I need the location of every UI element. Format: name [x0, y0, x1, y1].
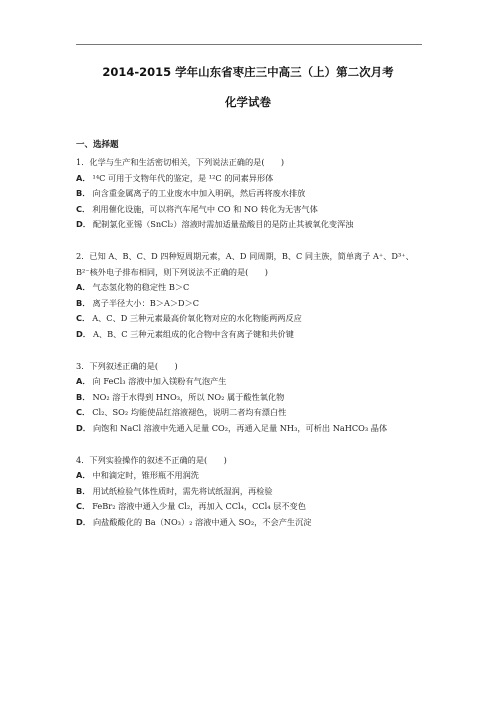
question-1	[76, 155, 430, 233]
option-text: 用试纸检验气体性质时，需先将试纸湿润，再检验	[92, 485, 273, 496]
option-letter: A．	[76, 282, 91, 293]
question-2	[76, 249, 430, 343]
option-letter: A．	[76, 470, 91, 481]
option-d	[76, 421, 430, 437]
option-text: A、B、C 三种元素组成的化合物中含有离子键和共价键	[92, 328, 294, 339]
question-stem: 3．下列叙述正确的是( )	[76, 360, 178, 371]
option-text: 向 FeCl₃ 溶液中加入镁粉有气泡产生	[92, 376, 227, 387]
option-text: 利用催化设施，可以将汽车尾气中 CO 和 NO 转化为无害气体	[92, 203, 318, 214]
option-text: 向含重金属离子的工业废水中加入明矾，然后再将废水排放	[92, 188, 306, 199]
question-3	[76, 359, 430, 437]
option-letter: D．	[76, 516, 91, 527]
option-text: ¹⁴C 可用于文物年代的鉴定，是 ¹²C 的同素异形体	[92, 172, 274, 183]
option-text: 气态氢化物的稳定性 B＞C	[92, 282, 190, 293]
option-letter: C．	[76, 407, 91, 418]
option-text: 配制氯化亚锡（SnCl₂）溶液时需加适量盐酸目的是防止其被氧化变浑浊	[92, 219, 354, 230]
option-letter: C．	[76, 501, 91, 512]
exam-title: 2014-2015 学年山东省枣庄三中高三（上）第二次月考	[102, 65, 394, 79]
option-letter: D．	[76, 328, 91, 339]
option-letter: B．	[76, 391, 91, 402]
option-a	[76, 280, 430, 296]
question-stem: 2．已知 A、B、C、D 四种短周期元素，A、D 同周期，B、C 同主族，简单离子 A⁺、D³⁺、	[76, 250, 414, 261]
option-text: NO₂ 溶于水得到 HNO₃，所以 NO₂ 属于酸性氧化物	[92, 391, 285, 402]
exam-subtitle: 化学试卷	[225, 95, 271, 109]
question-4	[76, 453, 430, 531]
option-c	[76, 311, 430, 327]
option-c	[76, 202, 430, 218]
option-text: 向饱和 NaCl 溶液中先通入足量 CO₂，再通入足量 NH₃，可析出 NaHCO₃ 晶体	[92, 422, 388, 433]
option-c	[76, 405, 430, 421]
option-letter: D．	[76, 219, 91, 230]
option-letter: A．	[76, 376, 91, 387]
option-letter: B．	[76, 297, 91, 308]
option-letter: B．	[76, 188, 91, 199]
option-text: A、C、D 三种元素最高价氧化物对应的水化物能两两反应	[92, 313, 302, 324]
option-a	[76, 468, 430, 484]
option-letter: B．	[76, 485, 91, 496]
option-text: 离子半径大小：B＞A＞D＞C	[92, 297, 200, 308]
question-stem: 1．化学与生产和生活密切相关，下列说法正确的是( )	[76, 157, 285, 167]
option-text: Cl₂、SO₂ 均能使品红溶液褪色，说明二者均有漂白性	[92, 407, 287, 418]
option-text: 中和滴定时，锥形瓶不用润洗	[92, 470, 199, 481]
option-d	[76, 515, 430, 531]
question-list	[76, 155, 430, 546]
option-letter: A．	[76, 172, 91, 183]
option-b	[76, 390, 430, 406]
option-b	[76, 186, 430, 202]
section-heading: 一、选择题	[76, 140, 119, 150]
header-rule	[76, 44, 422, 45]
option-a	[76, 374, 430, 390]
option-b	[76, 484, 430, 500]
option-letter: D．	[76, 422, 91, 433]
question-stem: 4．下列实验操作的叙述不正确的是( )	[76, 454, 227, 465]
option-c	[76, 499, 430, 515]
question-stem-continued: B²⁻核外电子排布相同，则下列说法不正确的是( )	[76, 266, 268, 277]
option-d	[76, 327, 430, 343]
option-letter: C．	[76, 203, 91, 214]
option-b	[76, 296, 430, 312]
option-d	[76, 217, 430, 233]
option-text: 向盐酸酸化的 Ba（NO₃）₂ 溶液中通入 SO₂，不会产生沉淀	[92, 516, 312, 527]
option-text: FeBr₂ 溶液中通入少量 Cl₂，再加入 CCl₄，CCl₄ 层不变色	[92, 501, 306, 512]
option-letter: C．	[76, 313, 91, 324]
option-a	[76, 171, 430, 187]
